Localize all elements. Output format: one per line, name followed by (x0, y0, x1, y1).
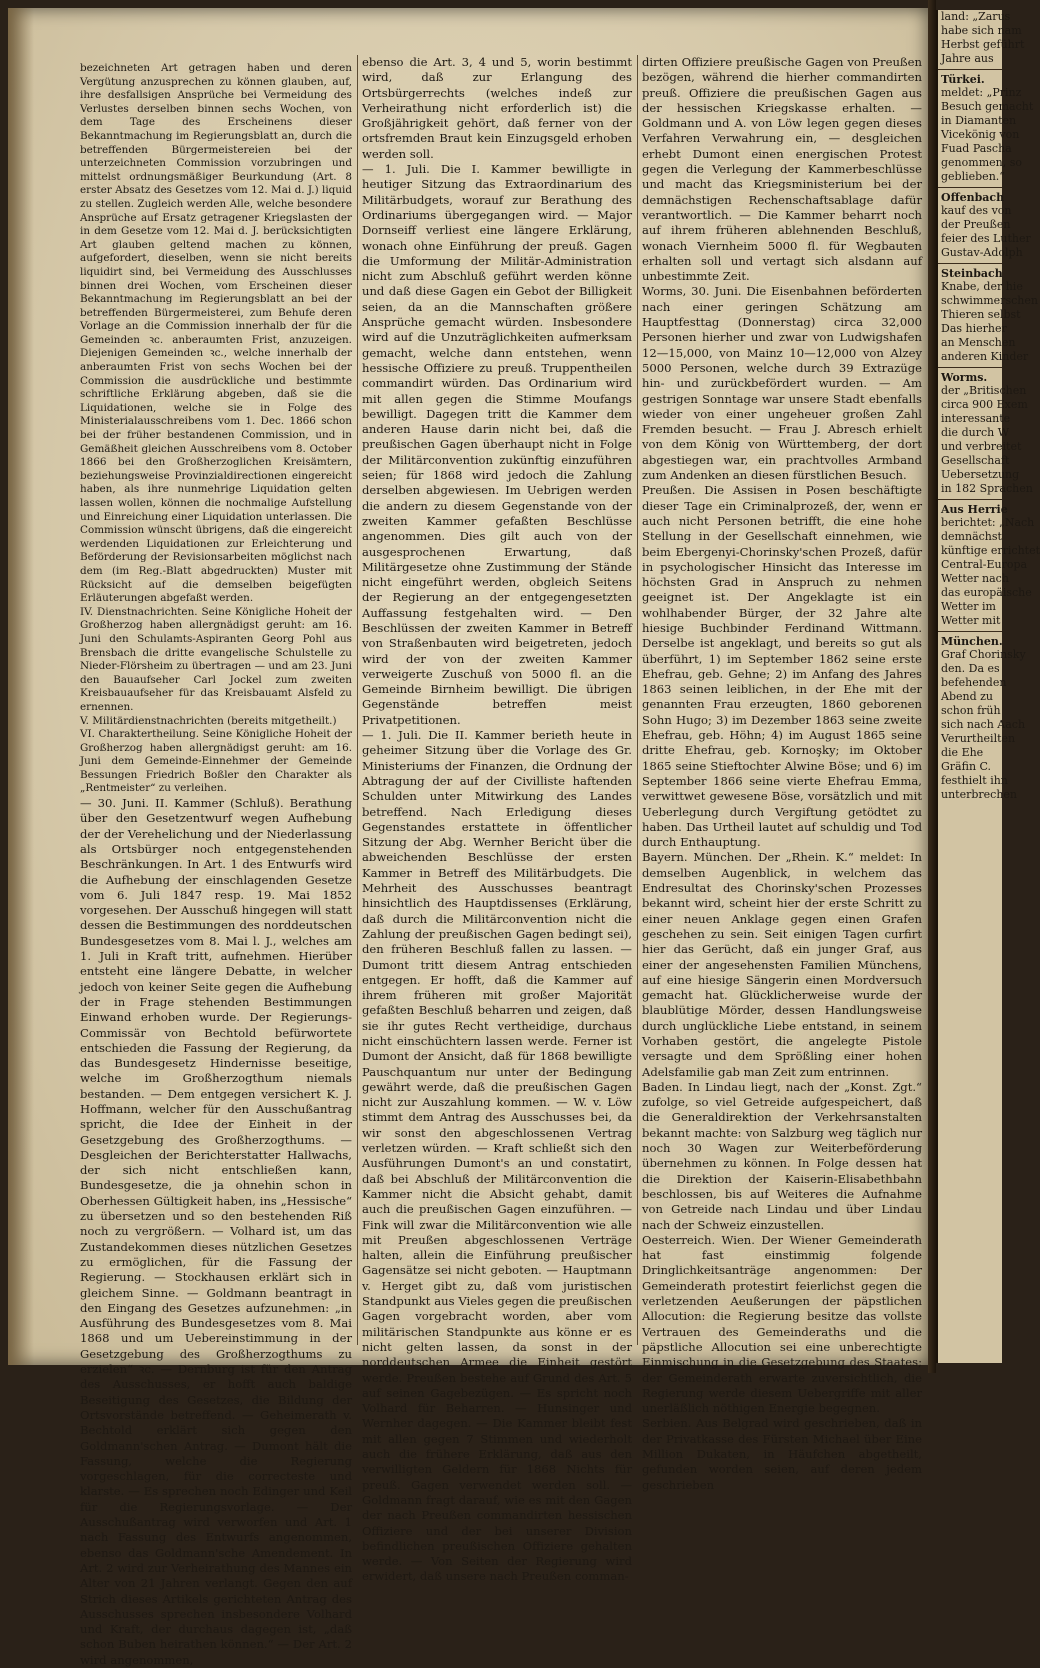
adjacent-page-rule (938, 263, 1002, 264)
adjacent-page-line: Steinbach (941, 267, 1003, 280)
article-baden: Baden. In Lindau liegt, nach der „Konst. Zgt.“ zufolge, so viel Getreide aufgespeichert, daß die Generaldirektion der Verkehrsanstalten bekannt machte: von Salzburg weg täglich nur noch 30 Wagen zur Weiterbeförderung übernehmen zu können. In Folge dessen hat die Direktion der Kaiserin-Elisabethbahn beschlossen, bis auf Weiteres die Aufnahme von Getreide nach Lindau und über Lindau nach der Schweiz einzustellen. (642, 1079, 922, 1232)
adjacent-page-line: Knabe, der hie (941, 280, 1023, 293)
adjacent-page-rule (938, 69, 1002, 70)
adjacent-page-line: meldet: „Prinz (941, 86, 1022, 99)
column-divider (357, 55, 358, 1345)
adjacent-page-rule (938, 631, 1002, 632)
adjacent-page-line: schon früh (941, 704, 1001, 717)
article-officers-gages: dirten Offiziere preußische Gagen von Preußen bezögen, während die hierher commandirten preuß. Offiziere die preußischen Gagen aus der hessischen Kriegskasse erhalten. — Goldmann und A. von Löw legen gegen dieses Verfahren Verwahrung ein, — desgleichen erhebt Dumont einen energischen Protest gegen die Verlegung der Kammerbeschlüsse und macht das Kriegsministerium bei der demnächstigen Rechenschaftsablage dafür verantwortlich. — Die Kammer beharrt noch auf ihrem früheren ablehnenden Beschluß, wonach Viernheim 5000 fl. für Wegbauten erhalten soll und vertagt sich alsdann auf unbestimmte Zeit. (642, 55, 922, 284)
adjacent-page-line: München. (941, 635, 1003, 648)
adjacent-page-line: interessante (941, 412, 1011, 425)
page-edge-shadow (8, 8, 34, 1365)
article-military-news: V. Militärdienstnachrichten (bereits mitgetheilt.) (80, 714, 337, 727)
article-austria: Oesterreich. Wien. Der Wiener Gemeinderath hat fast einstimmig folgende Dringlichkeitsanträge angenommen: Der Gemeinderath protestirt feierlichst gegen die verletzenden Aeußerungen der päpstlichen Allocution: die Regierung besitze das vollste Vertrauen des Gemeinderaths und die päpstliche Allocution sei eine unberechtigte Einmischung in die Gesetzgebung des Staates; der Gemeinderath erwarte zuversichtlich, die Regierung werde diesem Uebergriffe mit aller unerläßlich nöthigen Energie begegnen. (642, 1232, 922, 1416)
adjacent-page-line: Gesellschaft (941, 454, 1010, 467)
adjacent-page-line: der Preußen (941, 218, 1011, 231)
adjacent-page-line: circa 900 Exem (941, 398, 1028, 411)
adjacent-page-line: Gustav-Adolph (941, 246, 1023, 259)
adjacent-page-rule (938, 499, 1002, 500)
adjacent-page-line: Besuch gemacht (941, 100, 1034, 113)
adjacent-page-line: die durch W (941, 426, 1009, 439)
adjacent-page-line: Central-Europa (941, 558, 1028, 571)
adjacent-page-line: land: „Zarus (941, 10, 1011, 23)
adjacent-page-line: Wetter im (941, 600, 996, 613)
article-worms: Worms, 30. Juni. Die Eisenbahnen beförderten nach einer geringen Schätzung am Hauptfesttag (Donnerstag) circa 32,000 Personen hierher und zwar von Ludwigshafen 12—15,000, von Mainz 10—12,000 von Alzey 5000 Personen, welche durch 39 Extrazüge hin- und zurückbefördert wurden. — Am gestrigen Sonntage war unsere Stadt ebenfalls wieder von einer ungeheuer großen Zahl Fremden besucht. — Frau J. Abresch erhielt von dem König von Württemberg, der dort abgestiegen war, ein prachtvolles Armband zum Andenken an diesen fürstlichen Besuch. (642, 284, 922, 483)
adjacent-page-line: kauf des von (941, 204, 1012, 217)
article-prussia: Preußen. Die Assisen in Posen beschäftigte dieser Tage ein Criminalprozeß, der, wenn er auch nicht Personen betrifft, die eine hohe Stellung in der Gesellschaft einnehmen, wie beim Ebergenyi-Chorinsky'schen Prozeß, dafür in psychologischer Hinsicht das Interesse im höchsten Grad in Anspruch zu nehmen geeignet ist. Der Angeklagte ist ein wohlhabender Bürger, der 32 Jahre alte hiesige Buchbinder Ferdinand Wittmann. Derselbe ist angeklagt, und bereits so gut als überführt, 1) im September 1862 seine erste Ehefrau, geb. Gehne; 2) im Anfang des Jahres 1863 seinen leiblichen, in der Ehe mit der genannten Frau erzeugten, 1860 geborenen Sohn Hugo; 3) im Dezember 1863 seine zweite Ehefrau, geb. Höhn; 4) im August 1865 seine dritte Ehefrau, geb. Kornoşky; im Oktober 1865 seine Stieftochter Alwine Böse; und 6) im September 1866 seine vierte Ehefrau Emma, verwittwet gewesene Böse, vorsätzlich und mit Ueberlegung durch Vergiftung getödtet zu haben. Das Urtheil lautet auf schuldig und Tod durch Enthauptung. (642, 483, 922, 850)
adjacent-page-line: feier des Luther (941, 232, 1031, 245)
adjacent-page-line: der „Britischen (941, 384, 1027, 397)
adjacent-page-line: in 182 Sprachen (941, 482, 1033, 495)
adjacent-page-line: demnächst (941, 530, 1002, 543)
adjacent-page-line: Abend zu (941, 690, 993, 703)
adjacent-page-line: den. Da es (941, 662, 1000, 675)
column-right (642, 55, 922, 1492)
adjacent-page-line: Türkei. (941, 73, 985, 86)
adjacent-page-line: Offenbach (941, 191, 1005, 204)
article-character-award: VI. Charaktertheilung. Seine Königliche Hoheit der Großherzog haben allergnädigst geruht: am 16. Juni dem Gemeinde-Einnehmer der Gemeinde Bessungen Friedrich Boßler den Charakter als „Rentmeister“ zu verleihen. (80, 728, 352, 795)
adjacent-page-line: Wetter nach (941, 572, 1009, 585)
adjacent-page-line: Herbst geführt (941, 38, 1025, 51)
adjacent-page-line: in Diamanten (941, 114, 1017, 127)
adjacent-page-line: Graf Chorinsky (941, 648, 1026, 661)
adjacent-page-line: Verurtheilten (941, 732, 1016, 745)
article-local-citizenship: ebenso die Art. 3, 4 und 5, worin bestimmt wird, daß zur Erlangung des Ortsbürgerrechts (welches indeß zur Verheirathung nicht erforderlich ist) die Großjährigkeit gehört, daß ferner von der ortsfremden Braut kein Einzugsgeld erhoben werden soll. (362, 55, 632, 161)
adjacent-page-line: die Ehe (941, 746, 984, 759)
adjacent-page-line: befehenden (941, 676, 1007, 689)
article-bavaria: Bayern. München. Der „Rhein. K.“ meldet: In demselben Augenblick, in welchem das Endresultat des Chorinsky'schen Prozesses bekannt wird, scheint hier der erste Schritt zu einer neuen Anklage gegen einen Grafen geschehen zu sein. Seit einigen Tagen curfirt hier das Gerücht, daß ein junger Graf, aus einer der angesehensten Familien Münchens, auf eine hiesige Sängerin einen Mordversuch gemacht hat. Glücklicherweise wurde der blaublütige Mörder, dessen Handlungsweise durch unglückliche Liebe entstand, in seinem Vorhaben gestört, die angelegte Pistole versagte und dem Sprößling einer hohen Adelsfamilie gab man Zeit zum entrinnen. (642, 850, 922, 1079)
article-service-news: IV. Dienstnachrichten. Seine Königliche Hoheit der Großherzog haben allergnädigst geruht: am 16. Juni den Schulamts-Aspiranten Georg Pohl aus Brensbach die dritte evangelische Schulstelle zu Nieder-Flörsheim zu übertragen — und am 23. Juni den Bauaufseher Carl Jockel zum zweiten Kreisbauaufseher für das Kreisbauamt Alsfeld zu ernennen. (80, 605, 352, 713)
adjacent-page-line: Wetter mit (941, 614, 1001, 627)
adjacent-page-line: Jahre aus (941, 52, 994, 65)
article-second-chamber-budget: — 1. Juli. Die II. Kammer berieth heute in geheimer Sitzung über die Vorlage des Gr. Ministeriums der Finanzen, die Ordnung der Abtragung der auf der Civilliste haftenden Schulden unter Mitwirkung des Landes betreffend. Nach Erledigung dieses Gegenstandes erstattete in öffentlicher Sitzung der Abg. Wernher Bericht über die abweichenden Beschlüsse der ersten Kammer in Betreff des Militärbudgets. Die Mehrheit des Ausschusses beantragt hinsichtlich des Hauptdissenses (Erklärung, daß durch die Militärconvention nicht die Zahlung der preußischen Gagen bedingt sei), den früheren Beschluß fallen zu lassen. — Dumont tritt diesem Antrag entschieden entgegen. Er hofft, daß die Kammer auf ihrem früheren mit großer Majorität gefaßten Beschluß beharren und zeigen, daß sie ihr gutes Recht vertheidige, durchaus nicht einschüchtern lassen werde. Ferner ist Dumont der Ansicht, daß für 1868 bewilligte Pauschquantum nur unter der Bedingung gewährt werde, daß die preußischen Gagen nicht zur Auszahlung kommen. — W. v. Löw stimmt dem Antrag des Ausschusses bei, da wir sonst den abgeschlossenen Vertrag verletzen würden. — Kraft schließt sich den Ausführungen Dumont's an und constatirt, daß bei Abschluß der Militärconvention die Kammer nicht die Absicht gehabt, damit auch die preußischen Gagen einzuführen. — Fink will zwar die Militärconvention wie alle mit Preußen abgeschlossenen Verträge halten, allein die Einführung preußischer Gagensätze sei nicht geboten. — Hauptmann v. Herget gibt zu, daß vom juristischen Standpunkt aus Vieles gegen die preußischen Gagen vorgebracht worden, aber vom militärischen Standpunkte aus könne er es nicht gelten lassen, da sonst in der norddeutschen Armee die Einheit gestört werde. Preußen bestehe auf Grund des Art. 5 auf seinen Gagebezügen. — Es spricht noch Volhard für Beharren. — Hunsinger und Wernher dagegen. — Die Kammer bleibt fest mit allen gegen 7 Stimmen und wiederholt auch die frühere Erklärung, daß aus den verwilligten Geldern für 1868 Nichts für preuß. Gagen verwendet werden soll. — Goldmann fragt darauf, wie es mit den Gagen der nach Preußen commandirten hessischen Offiziere und der bei unserer Division befindlichen preußischen Offiziere gehalten werde. — Von Seiten der Regierung wird erwidert, daß unsere nach Preußen comman- (362, 728, 632, 1584)
adjacent-page-line: Aus Herrie (941, 503, 1008, 516)
adjacent-page-line: Uebersetzung (941, 468, 1020, 481)
column-middle (362, 55, 632, 1584)
article-second-chamber: — 30. Juni. II. Kammer (Schluß). Berathung über den Gesetzentwurf wegen Aufhebung der der Verehelichung und der Niederlassung als Ortsbürger noch entgegenstehenden Beschränkungen. In Art. 1 des Entwurfs wird die Aufhebung der einschlagenden Gesetze vom 6. Juli 1847 resp. 19. Mai 1852 vorgesehen. Der Ausschuß hingegen will statt dessen die Bestimmungen des norddeutschen Bundesgesetzes vom 8. Mai l. J., welches am 1. Juli in Kraft tritt, aufnehmen. Hierüber entsteht eine längere Debatte, in welcher jedoch von keiner Seite gegen die Aufhebung der in Frage stehenden Bestimmungen Einwand erhoben wurde. Der Regierungs-Commissär von Bechtold befürwortete entschieden die Fassung der Regierung, da das Bundesgesetz Hindernisse beseitige, welche im Großherzogthum niemals bestanden. — Dem entgegen versichert K. J. Hoffmann, welcher für den Ausschußantrag spricht, die Idee der Einheit in der Gesetzgebung des Großherzogthums. — Desgleichen der Berichterstatter Hallwachs, der sich nicht entschließen kann, Bundesgesetze, die ja ohnehin schon in Oberhessen Gültigkeit haben, ins „Hessische“ zu übersetzen und so den bestehenden Riß noch zu vergrößern. — Volhard ist, um das Zustandekommen dieses nützlichen Gesetzes zu ermöglichen, für die Fassung der Regierung. — Stockhausen erklärt sich in gleichem Sinne. — Goldmann beantragt in den Eingang des Gesetzes aufzunehmen: „in Ausführung des Bundesgesetzes vom 8. Mai 1868 und um Uebereinstimmung in der Gesetzgebung des Großherzogthums zu erzielen“ ꝛc. — Dernburg ist für den Antrag des Ausschusses, er hofft auch baldige Beseitigung des Gesetzes, die Bildung der Ortsvorstände betreffend. — Geheimerath v. Bechtold erklärt sich gegen den Goldmann'schen Antrag. — Dumont hält die Fassung, welche die Regierung vorgeschlagen, für die correcteste und klarste. — Es sprechen noch Edinger und Keil für die Regierungsvorlage. — Der Ausschußantrag wird verworfen und Art. 1 nach Fassung des Entwurfs angenommen, ebenso das Goldmann'sche Amendement. In Art. 2 wird zur Verheirathung des Mannes ein Alter von 21 Jahren verlangt. Gegen den auf Strich dieses Artikels gerichteten Antrag des Ausschusses sprechen insbesondere Volhard und Kraft, der durchaus dagegen ist, „daß schon Buben heirathen können.“ — Der Art. 2 wird angenommen, (80, 796, 352, 1667)
adjacent-page-line: Thieren selbst (941, 308, 1021, 321)
adjacent-page-line: Fuad Pascha (941, 142, 1012, 155)
article-serbia: Serbien. Aus Belgrad wird geschrieben, daß in der Privatkasse des Fürsten Michael über Eine Million Dukaten, in Häufchen abgetheilt, gefunden worden seien, auf deren jedem geschrieben (642, 1416, 922, 1492)
article-war-claims: bezeichneten Art getragen haben und deren Vergütung anzusprechen zu können glauben, auf, ihre desfallsigen Ansprüche bei Vermeidung des Verlustes derselben binnen sechs Wochen, von dem Tage des Erscheinens dieser Bekanntmachung im Regierungsblatt an, durch die betreffenden Bürgermeistereien bei der unterzeichneten Commission vorzubringen und mittelst ordnungsmäßiger Beurkundung (Art. 8 erster Absatz des Gesetzes vom 12. Mai d. J.) liquid zu stellen. Zugleich werden Alle, welche besondere Ansprüche auf Ersatz getragener Kriegslasten der in dem Gesetze vom 12. Mai d. J. berücksichtigten Art glauben geltend machen zu können, aufgefordert, dieselben, wenn sie nicht bereits liquidirt sind, bei Vermeidung des Ausschlusses binnen drei Wochen, vom Erscheinen dieser Bekanntmachung im Regierungsblatt an bei der betreffenden Bürgermeisterei, zum Behufe deren Vorlage an die Commission innerhalb der für die Gemeinden ꝛc. anberaumten Frist, anzuzeigen. Diejenigen Gemeinden ꝛc., welche innerhalb der anberaumten Frist von sechs Wochen bei der Commission die ausdrückliche und bestimmte schriftliche Erklärung abgeben, daß sie die Liquidationen, welche sie in Folge des Ministerialausschreibens vom 1. Dec. 1866 schon bei der früher bestandenen Commission, und in Gemäßheit gleichen Ausschreibens vom 8. October 1866 bei den Großherzoglichen Kreisämtern, beziehungsweise Provinzialdirectionen eingereicht haben, als ihre nunmehrige Liquidation gelten lassen wollen, können die nochmalige Aufstellung und Einreichung einer Liquidation unterlassen. Die Commission wünscht übrigens, daß die eingereicht werdenden Liquidationen zur Erleichterung und Beförderung der Revisionsarbeiten möglichst nach dem (im Reg.-Blatt abgedruckten) Muster mit Rücksicht auf die demselben beigefügten Erläuterungen abgefaßt werden. (80, 62, 352, 605)
adjacent-page-line: Das hierher (941, 322, 1007, 335)
adjacent-page-line: unterbrechen (941, 788, 1018, 801)
adjacent-page-line: genommen, so (941, 156, 1022, 169)
column-left (80, 62, 352, 1667)
adjacent-page-rule (938, 187, 1002, 188)
adjacent-page-line: und verbreitet (941, 440, 1022, 453)
adjacent-page-line: an Menschen (941, 336, 1016, 349)
adjacent-page-line: anderen Kinder (941, 350, 1029, 363)
column-divider (637, 55, 638, 1345)
book-binding (928, 0, 936, 1373)
adjacent-page-line: künftige errichtet (941, 544, 1040, 557)
adjacent-page-line: sich nach Aach (941, 718, 1026, 731)
adjacent-page-line: das europäische (941, 586, 1032, 599)
adjacent-page-line: Vicekönig von (941, 128, 1020, 141)
adjacent-page-strip (936, 10, 1040, 1363)
adjacent-page-line: Gräfin C. (941, 760, 992, 773)
article-first-chamber: — 1. Juli. Die I. Kammer bewilligte in heutiger Sitzung das Extraordinarium des Militärbudgets, worauf zur Berathung des Ordinariums übergegangen wird. — Major Dornseiff verliest eine längere Erklärung, wonach ohne Einführung der preuß. Gagen die Umformung der Militär-Administration nicht zum Abschluß geführt werden könne und daß diese Gagen ein Gebot der Billigkeit seien, da an die Mannschaften größere Ansprüche gemacht würden. Insbesondere wird auf die Unzuträglichkeiten aufmerksam gemacht, welche dann entstehen, wenn hessische Offiziere zu preuß. Truppentheilen commandirt würden. Das Ordinarium wird mit allen gegen die Stimme Moufangs bewilligt. Dagegen tritt die Kammer dem anderen Hause darin nicht bei, daß die preußischen Gagen überhaupt nicht in Folge der Militärconvention zukünftig einzuführen seien; für 1868 wird jedoch die Zahlung derselben abgewiesen. Im Uebrigen werden die andern zu diesem Gegenstande von der zweiten Kammer gefaßten Beschlüsse angenommen. Dies gilt auch von der ausgesprochenen Erwartung, daß Militärgesetze ohne Zustimmung der Stände nicht eingeführt werden, obgleich Seitens der Regierung an der entgegengesetzten Auffassung festgehalten wird. — Den Beschlüssen der zweiten Kammer in Betreff von Straßenbauten wird beigetreten, jedoch wird der von der zweiten Kammer verweigerte Zuschuß von 5000 fl. an die Gemeinde Birnheim bewilligt. Die übrigen Gegenstände betreffen meist Privatpetitionen. (362, 162, 632, 727)
adjacent-page-line: berichtet: „Nach (941, 516, 1035, 529)
adjacent-page-line: habe sich nam (941, 24, 1022, 37)
adjacent-page-line: festhielt ihn (941, 774, 1008, 787)
adjacent-page-rule (938, 367, 1002, 368)
adjacent-page-line: Worms. (941, 371, 988, 384)
adjacent-page-line: schwimmerschen (941, 294, 1038, 307)
adjacent-page-line: geblieben.“ (941, 170, 1005, 183)
